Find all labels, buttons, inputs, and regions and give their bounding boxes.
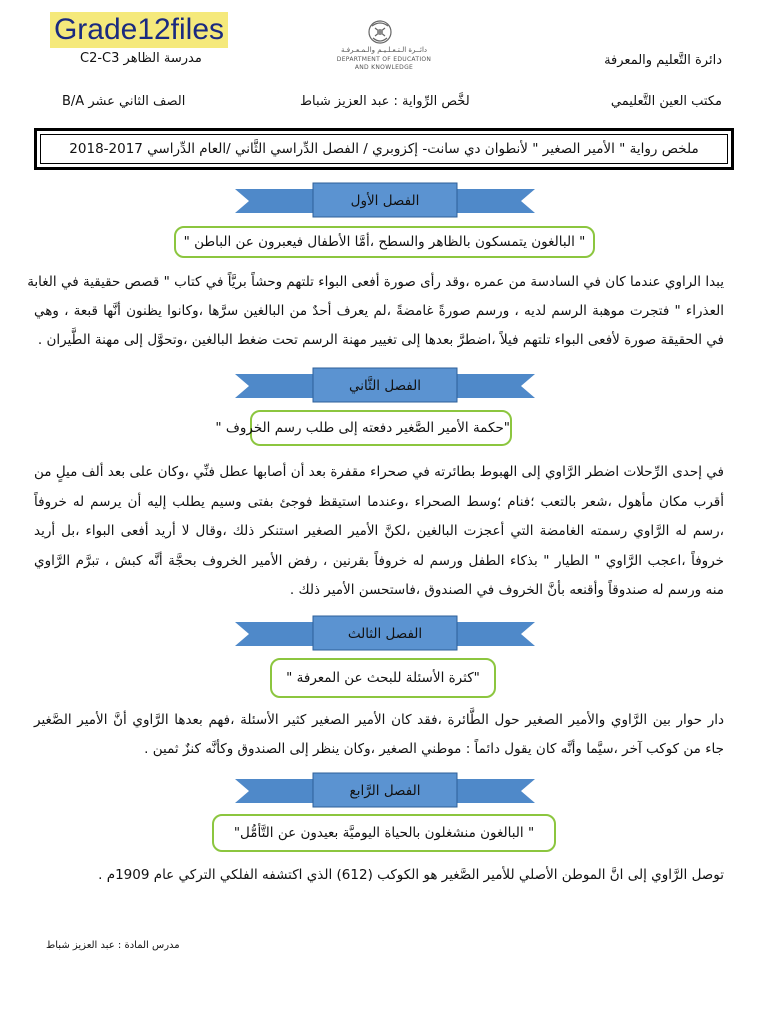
adek-logo: [318, 18, 450, 78]
chapter-title: الفصل الثالث: [347, 626, 423, 642]
chapter-ribbon: [235, 771, 535, 811]
chapter-title: الفصل الثَّاني: [349, 378, 421, 394]
school-name: مدرسة الظاهر C2-C3: [80, 51, 202, 66]
grade-level: الصف الثاني عشر B/A: [62, 94, 186, 109]
chapter-summary: [27, 268, 724, 355]
chapter-quote: " البالغون منشغلون بالحياة اليوميَّة بعيدون عن التَّأمُّل": [212, 814, 556, 852]
summary-line: توصل الرَّاوي إلى انَّ الموطن الأصلي للأمير الصَّغير هو الكوكب (612) الذي اكتشفه الفلكي التركي عام 1909م .: [98, 867, 724, 883]
chapter-summary: [34, 861, 724, 890]
chapter-title: الفصل الأول: [350, 193, 420, 209]
grade12files-watermark: Grade12files: [50, 12, 228, 48]
summary-line: في الحقيقة صورة لأفعى البواء تلتهم فيلاً ،اضطرَّ بعدها إلى تغيير مهنة الرسم تحت ضغط البالغين ،وتحوَّل إلى مهنة الطَّيران .: [37, 332, 724, 348]
logo-english-line-2: AND KNOWLEDGE: [354, 64, 414, 71]
summary-author: لخَّص الرِّواية : عبد العزيز شباط: [300, 94, 470, 109]
chapter-title: الفصل الرَّابع: [349, 783, 421, 799]
summary-line: منه ورسم له صندوقاً وأقنعه بأنَّ الخروف في الصندوق ،فاستحسن الأمير ذلك .: [289, 582, 724, 598]
chapter-quote: " البالغون يتمسكون بالظاهر والسطح ،أمَّا الأطفال فيعبرون عن الباطن ": [174, 226, 595, 258]
chapter-quote: "كثرة الأسئلة للبحث عن المعرفة ": [270, 658, 496, 698]
summary-line: دار حوار بين الرَّاوي والأمير الصغير حول الطَّائرة ،فقد كان الأمير الصغير كثير الأسئلة ،فهم بعدها الرَّاوي أنَّ الأمير الصَّغير: [34, 712, 724, 728]
department-name: دائرة التَّعليم والمعرفة: [604, 53, 722, 68]
chapter-ribbon: [235, 181, 535, 221]
logo-english-line-1: DEPARTMENT OF EDUCATION: [336, 56, 432, 63]
logo-arabic-text: دائــرة الـتـعـلـيـم والـمـعـرفـة: [340, 46, 428, 54]
summary-line: ،رسم له الرَّاوي رسمته الغامضة التي أعجزت البالغين ،لكنَّ الأمير الصغير استنكر ذلك ،وقال لا أريد أفعى البواء ،بل أريد: [34, 523, 724, 539]
summary-line: في إحدى الرِّحلات اضطر الرَّاوي إلى الهبوط بطائرته في صحراء مقفرة بعد أن أصابها عطل فنِّي ،وكان على بعد ألف ميلٍ من: [34, 464, 724, 480]
summary-line: يبدا الراوي عندما كان في السادسة من عمره ،وقد رأى صورة أفعى البواء تلتهم وحشاً بريَّاً في كتاب " قصص حقيقية في الغابة: [27, 274, 724, 290]
chapter-summary: [34, 706, 724, 764]
chapter-summary: [34, 458, 724, 606]
office-name: مكتب العين التَّعليمي: [610, 94, 722, 109]
summary-line: العذراء " فتجرت موهبة الرسم لديه ، ورسم صورةً غامضةً ،لم يعرف أحدٌ من البالغين سرَّها ،وكانوا يظنون أنَّها قبعة ، وهي: [34, 303, 724, 319]
title-box: [34, 128, 734, 170]
chapter-quote: "حكمة الأمير الصَّغير دفعته إلى طلب رسم الخروف ": [250, 410, 512, 446]
teacher-footer: مدرس المادة : عبد العزيز شباط: [46, 940, 180, 951]
summary-line: أقرب مكان مأهول ،شعر بالتعب ؛فنام ؛وسط الصحراء ،وعندما استيقظ فوجئ بفتى وسيم يطلب إليه أن يرسم له خروفاً: [34, 493, 724, 510]
chapter-ribbon: [235, 366, 535, 406]
summary-line: جاء من كوكب آخر ،سيَّما وأنَّه كان يقول دائماً : موطني الصغير ،وكان ينظر إلى الصندوق وكأنَّه كنزٌ ثمين .: [144, 741, 724, 757]
chapter-ribbon: [235, 614, 535, 654]
summary-line: خروفاً ،اعجب الرَّاوي " الطيار " بذكاء الطفل ورسم له خروفاً بقرنين ، رفض الأمير الخروف بحجَّة أنَّه كبش ، تبرَّم الرَّاوي: [34, 552, 724, 569]
document-title: ملخص رواية " الأمير الصغير " لأنطوان دي سانت- إكزوبري / الفصل الدِّراسي الثَّاني /العام الدِّراسي 2017-2018: [40, 134, 728, 164]
